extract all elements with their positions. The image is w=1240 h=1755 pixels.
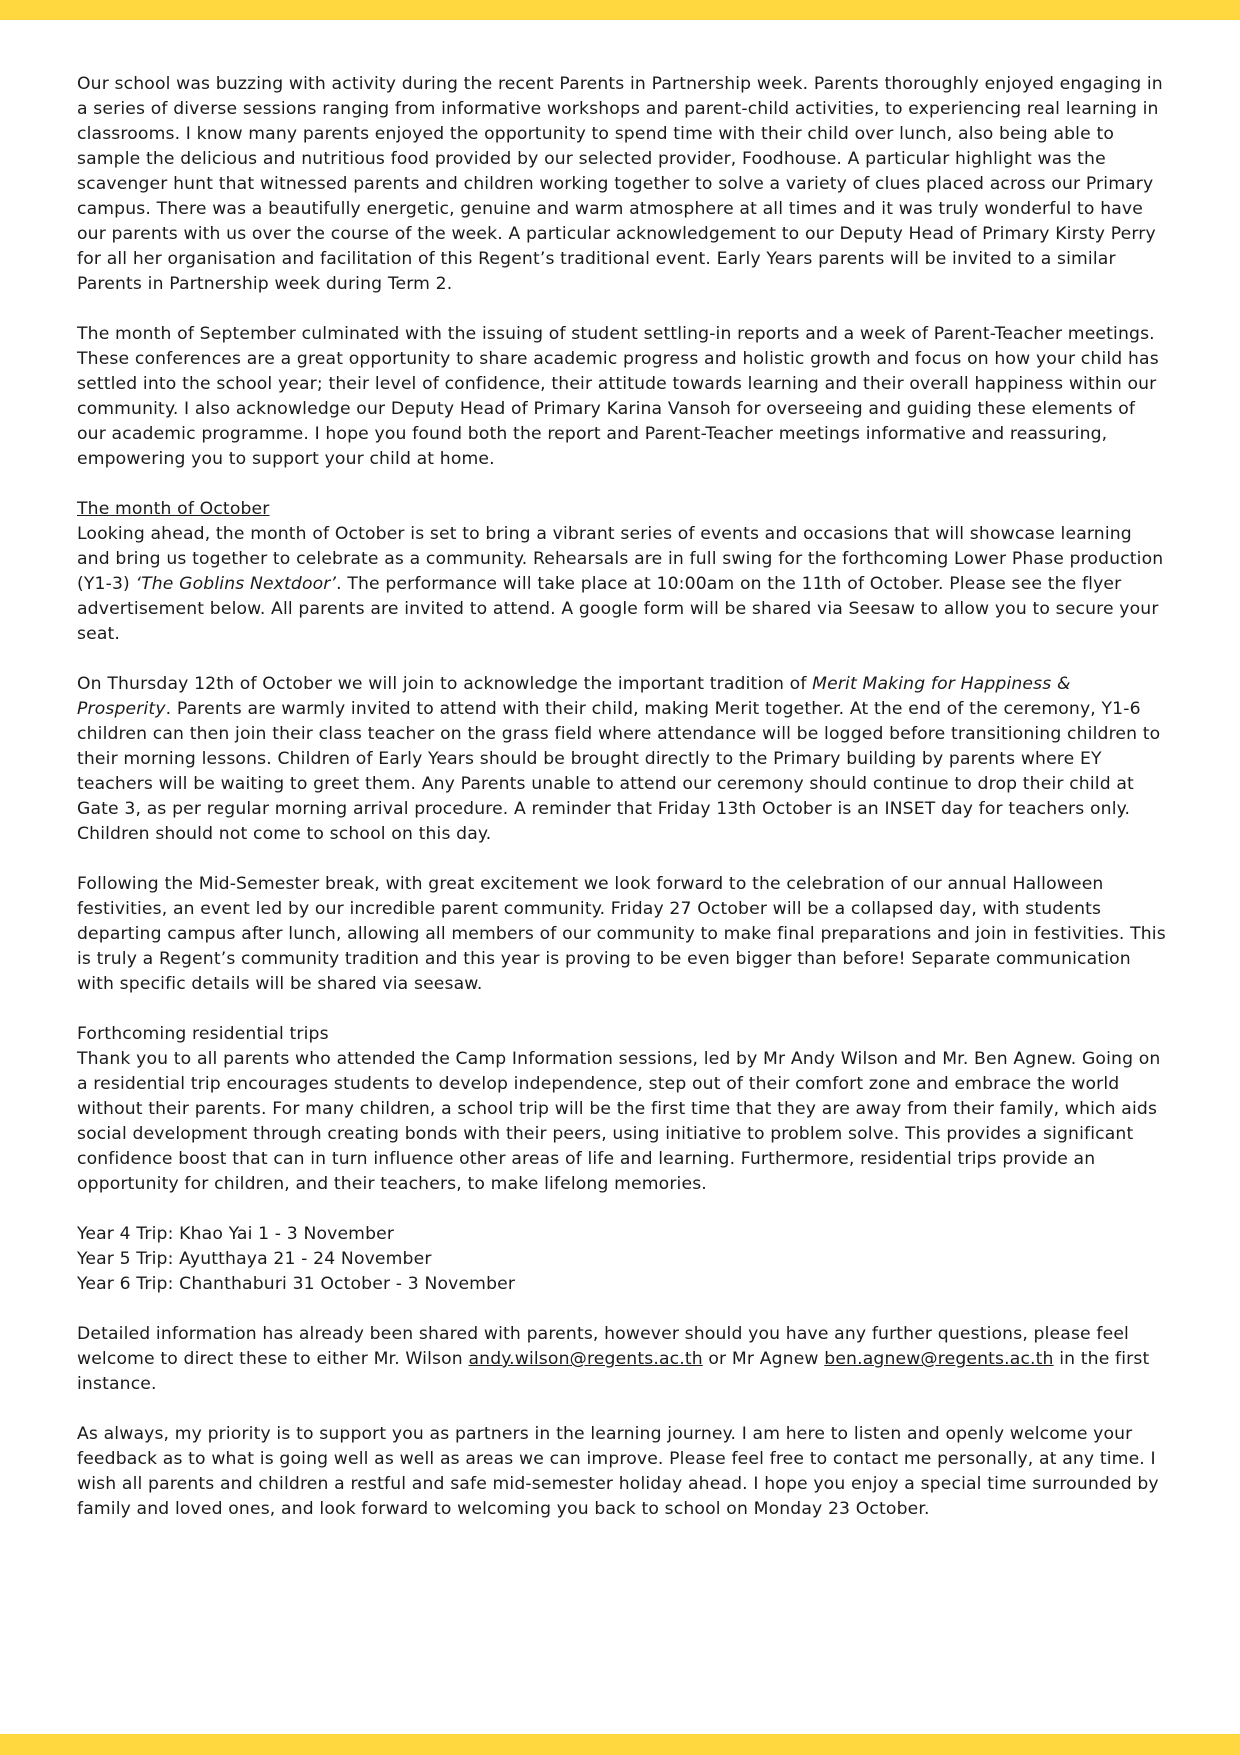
contact-text-c: in the first instance. xyxy=(77,1349,1150,1394)
october-heading: The month of October xyxy=(77,499,270,519)
trip-item-year5: Year 5 Trip: Ayutthaya 21 - 24 November xyxy=(77,1249,432,1269)
paragraph-settling-in-reports: The month of September culminated with the issuing of student settling-in reports and a week of Parent-Teacher meetings. These conferences are a great opportunity to share academic progress and holistic growth and focus on how your child has settled into the school year; their level of confidence, their attitude towards learning and their overall happiness within our community. I also acknowledge our Deputy Head of Primary Karina Vansoh for overseeing and guiding these elements of our academic programme. I hope you found both the report and Parent-Teacher meetings informative and reassuring, empowering you to support your child at home. xyxy=(77,324,1159,469)
merit-text-b: . Parents are warmly invited to attend with their child, making Merit together. At the end of the ceremony, Y1-6 children can then join their class teacher on the grass field where attendance will be logged before transitioning children to their morning lessons. Children of Early Years should be brought directly to the Primary building by parents where EY teachers will be waiting to greet them. Any Parents unable to attend our ceremony should continue to drop their child at Gate 3, as per regular morning arrival procedure. A reminder that Friday 13th October is an INSET day for teachers only. Children should not come to school on this day. xyxy=(77,699,1161,844)
paragraph-contact xyxy=(77,1322,1167,1397)
merit-text-a: On Thursday 12th of October we will join to acknowledge the important tradition of xyxy=(77,674,813,694)
merit-event-title: Merit Making for Happiness & Prosperity xyxy=(77,674,1071,719)
section-heading-october xyxy=(77,497,1167,522)
trip-item-year6: Year 6 Trip: Chanthaburi 31 October - 3 November xyxy=(77,1274,516,1294)
contact-text-a: Detailed information has already been shared with parents, however should you have any further questions, please feel welcome to direct these to either Mr. Wilson xyxy=(77,1324,1129,1369)
paragraph-october-production xyxy=(77,522,1167,647)
paragraph-closing: As always, my priority is to support you as partners in the learning journey. I am here to listen and openly welcome your feedback as to what is going well as well as areas we can improve. Please feel free to contact me personally, at any time. I wish all parents and children a restful and safe mid-semester holiday ahead. I hope you enjoy a special time surrounded by family and loved ones, and look forward to welcoming you back to school on Monday 23 October. xyxy=(77,1424,1159,1519)
trip-item-year4: Year 4 Trip: Khao Yai 1 - 3 November xyxy=(77,1224,395,1244)
paragraph-parents-partnership: Our school was buzzing with activity during the recent Parents in Partnership week. Parents thoroughly enjoyed engaging in a series of diverse sessions ranging from informative workshops and parent-child activities, to experiencing real learning in classrooms. I know many parents enjoyed the opportunity to spend time with their child over lunch, also being able to sample the delicious and nutritious food provided by our selected provider, Foodhouse. A particular highlight was the scavenger hunt that witnessed parents and children working together to solve a variety of clues placed across our Primary campus. There was a beautifully energetic, genuine and warm atmosphere at all times and it was truly wonderful to have our parents with us over the course of the week. A particular acknowledgement to our Deputy Head of Primary Kirsty Perry for all her organisation and facilitation of this Regent’s traditional event. Early Years parents will be invited to a similar Parents in Partnership week during Term 2. xyxy=(77,74,1163,294)
production-title: ‘The Goblins Nextdoor’ xyxy=(135,574,337,594)
paragraph-halloween: Following the Mid-Semester break, with great excitement we look forward to the celebration of our annual Halloween festivities, an event led by our incredible parent community. Friday 27 October will be a collapsed day, with students departing campus after lunch, allowing all members of our community to make final preparations and join in festivities. This is truly a Regent’s community tradition and this year is proving to be even bigger than before! Separate communication with specific details will be shared via seesaw. xyxy=(77,874,1166,994)
bottom-accent-band xyxy=(0,1734,1240,1755)
paragraph-residential-trips: Thank you to all parents who attended the Camp Information sessions, led by Mr Andy Wilson and Mr. Ben Agnew. Going on a residential trip encourages students to develop independence, step out of their comfort zone and embrace the world without their parents. For many children, a school trip will be the first time that they are away from their family, which aids social development through creating bonds with their peers, using initiative to problem solve. This provides a significant confidence boost that can in turn influence other areas of life and learning. Furthermore, residential trips provide an opportunity for children, and their teachers, to make lifelong memories. xyxy=(77,1049,1161,1194)
email-link-agnew[interactable]: ben.agnew@regents.ac.th xyxy=(824,1349,1054,1369)
paragraph-merit-making xyxy=(77,672,1167,847)
october-text-b: . The performance will take place at 10:00am on the 11th of October. Please see the flyer advertisement below. All parents are invited to attend. A google form will be shared via Seesaw to allow you to secure your seat. xyxy=(77,574,1159,644)
trip-list xyxy=(77,1222,1167,1297)
october-text-a: Looking ahead, the month of October is set to bring a vibrant series of events and occasions that will showcase learning and bring us together to celebrate as a community. Rehearsals are in full swing for the forthcoming Lower Phase production (Y1-3) xyxy=(77,524,1164,594)
contact-text-b: or Mr Agnew xyxy=(702,1349,825,1369)
section-heading-trips: Forthcoming residential trips xyxy=(77,1024,329,1044)
letter-body xyxy=(77,72,1167,1547)
email-link-wilson[interactable]: andy.wilson@regents.ac.th xyxy=(468,1349,703,1369)
top-accent-band xyxy=(0,0,1240,20)
